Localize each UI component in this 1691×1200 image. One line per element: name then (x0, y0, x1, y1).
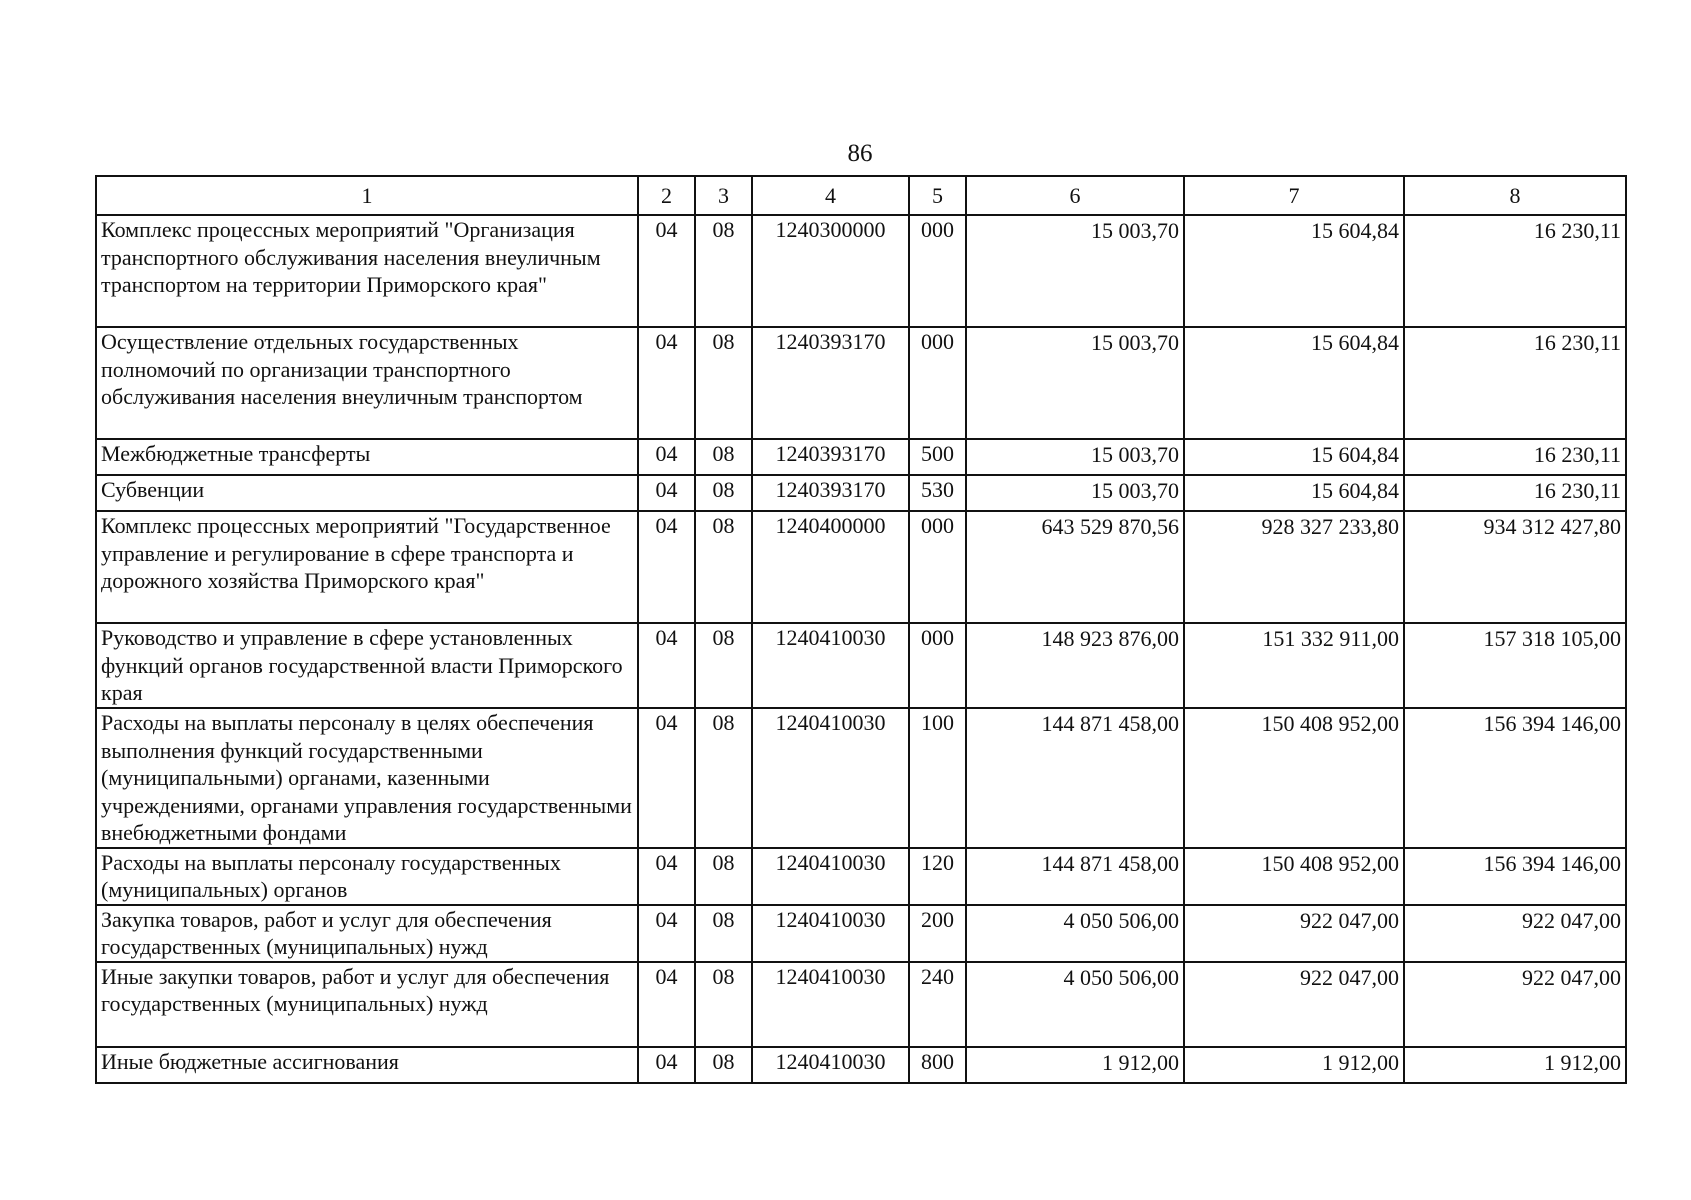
amount-col8: 1 912,00 (1404, 1047, 1626, 1083)
table-row (96, 327, 1626, 439)
subsection-code: 08 (695, 905, 752, 962)
table-row (96, 1047, 1626, 1083)
amount-col7: 1 912,00 (1184, 1047, 1404, 1083)
header-cell: 6 (966, 176, 1184, 215)
row-name: Иные закупки товаров, работ и услуг для обеспечения государственных (муниципальных) нужд (96, 962, 638, 1047)
header-cell: 7 (1184, 176, 1404, 215)
row-name: Закупка товаров, работ и услуг для обеспечения государственных (муниципальных) нужд (96, 905, 638, 962)
table-row (96, 962, 1626, 1047)
row-name: Осуществление отдельных государственных полномочий по организации транспортного обслуживания населения внеуличным транспортом (96, 327, 638, 439)
expense-type-code: 000 (909, 215, 966, 327)
row-name: Межбюджетные трансферты (96, 439, 638, 475)
amount-col6: 15 003,70 (966, 439, 1184, 475)
table-row (96, 475, 1626, 511)
expense-type-code: 530 (909, 475, 966, 511)
amount-col7: 15 604,84 (1184, 327, 1404, 439)
amount-col6: 1 912,00 (966, 1047, 1184, 1083)
expense-type-code: 000 (909, 623, 966, 708)
target-article-code: 1240410030 (752, 848, 909, 905)
amount-col8: 922 047,00 (1404, 962, 1626, 1047)
row-name: Комплекс процессных мероприятий "Организация транспортного обслуживания населения внеуличным транспортом на территории Приморского края" (96, 215, 638, 327)
amount-col6: 144 871 458,00 (966, 848, 1184, 905)
target-article-code: 1240393170 (752, 475, 909, 511)
table-row (96, 215, 1626, 327)
target-article-code: 1240410030 (752, 708, 909, 848)
expense-type-code: 800 (909, 1047, 966, 1083)
amount-col6: 643 529 870,56 (966, 511, 1184, 623)
page-number: 86 (847, 140, 873, 167)
amount-col7: 922 047,00 (1184, 905, 1404, 962)
expense-type-code: 200 (909, 905, 966, 962)
row-name: Расходы на выплаты персоналу государственных (муниципальных) органов (96, 848, 638, 905)
expense-type-code: 100 (909, 708, 966, 848)
target-article-code: 1240400000 (752, 511, 909, 623)
amount-col7: 151 332 911,00 (1184, 623, 1404, 708)
expense-type-code: 120 (909, 848, 966, 905)
table-row (96, 623, 1626, 708)
header-cell: 5 (909, 176, 966, 215)
row-name: Иные бюджетные ассигнования (96, 1047, 638, 1083)
amount-col6: 15 003,70 (966, 475, 1184, 511)
subsection-code: 08 (695, 848, 752, 905)
subsection-code: 08 (695, 962, 752, 1047)
target-article-code: 1240300000 (752, 215, 909, 327)
subsection-code: 08 (695, 215, 752, 327)
row-name: Расходы на выплаты персоналу в целях обеспечения выполнения функций государственными (муниципальными) органами, казенными учреждениями, органами управления государственными внебюджетными фондами (96, 708, 638, 848)
table-row (96, 905, 1626, 962)
section-code: 04 (638, 962, 695, 1047)
expense-type-code: 000 (909, 327, 966, 439)
section-code: 04 (638, 475, 695, 511)
target-article-code: 1240410030 (752, 1047, 909, 1083)
table-row (96, 848, 1626, 905)
header-cell: 1 (96, 176, 638, 215)
amount-col6: 15 003,70 (966, 215, 1184, 327)
amount-col8: 16 230,11 (1404, 475, 1626, 511)
subsection-code: 08 (695, 708, 752, 848)
section-code: 04 (638, 905, 695, 962)
amount-col8: 934 312 427,80 (1404, 511, 1626, 623)
target-article-code: 1240410030 (752, 905, 909, 962)
expense-type-code: 240 (909, 962, 966, 1047)
section-code: 04 (638, 327, 695, 439)
subsection-code: 08 (695, 327, 752, 439)
subsection-code: 08 (695, 475, 752, 511)
subsection-code: 08 (695, 439, 752, 475)
amount-col7: 15 604,84 (1184, 215, 1404, 327)
target-article-code: 1240393170 (752, 439, 909, 475)
expense-type-code: 000 (909, 511, 966, 623)
amount-col6: 4 050 506,00 (966, 962, 1184, 1047)
amount-col7: 150 408 952,00 (1184, 848, 1404, 905)
header-cell: 3 (695, 176, 752, 215)
amount-col8: 16 230,11 (1404, 215, 1626, 327)
subsection-code: 08 (695, 1047, 752, 1083)
expense-type-code: 500 (909, 439, 966, 475)
table-row (96, 439, 1626, 475)
amount-col8: 922 047,00 (1404, 905, 1626, 962)
amount-col8: 16 230,11 (1404, 439, 1626, 475)
section-code: 04 (638, 708, 695, 848)
row-name: Комплекс процессных мероприятий "Государственное управление и регулирование в сфере транспорта и дорожного хозяйства Приморского края" (96, 511, 638, 623)
section-code: 04 (638, 511, 695, 623)
budget-table (95, 175, 1627, 1084)
row-name: Субвенции (96, 475, 638, 511)
amount-col6: 144 871 458,00 (966, 708, 1184, 848)
header-row (96, 176, 1626, 215)
header-cell: 4 (752, 176, 909, 215)
amount-col6: 148 923 876,00 (966, 623, 1184, 708)
section-code: 04 (638, 848, 695, 905)
amount-col8: 16 230,11 (1404, 327, 1626, 439)
target-article-code: 1240393170 (752, 327, 909, 439)
table-row (96, 511, 1626, 623)
subsection-code: 08 (695, 623, 752, 708)
header-cell: 2 (638, 176, 695, 215)
table-row (96, 708, 1626, 848)
section-code: 04 (638, 1047, 695, 1083)
section-code: 04 (638, 215, 695, 327)
amount-col6: 15 003,70 (966, 327, 1184, 439)
amount-col7: 928 327 233,80 (1184, 511, 1404, 623)
amount-col7: 15 604,84 (1184, 439, 1404, 475)
amount-col8: 156 394 146,00 (1404, 848, 1626, 905)
amount-col8: 156 394 146,00 (1404, 708, 1626, 848)
amount-col7: 150 408 952,00 (1184, 708, 1404, 848)
subsection-code: 08 (695, 511, 752, 623)
target-article-code: 1240410030 (752, 623, 909, 708)
amount-col6: 4 050 506,00 (966, 905, 1184, 962)
amount-col7: 922 047,00 (1184, 962, 1404, 1047)
amount-col7: 15 604,84 (1184, 475, 1404, 511)
section-code: 04 (638, 623, 695, 708)
target-article-code: 1240410030 (752, 962, 909, 1047)
section-code: 04 (638, 439, 695, 475)
amount-col8: 157 318 105,00 (1404, 623, 1626, 708)
header-cell: 8 (1404, 176, 1626, 215)
row-name: Руководство и управление в сфере установленных функций органов государственной власти Приморского края (96, 623, 638, 708)
